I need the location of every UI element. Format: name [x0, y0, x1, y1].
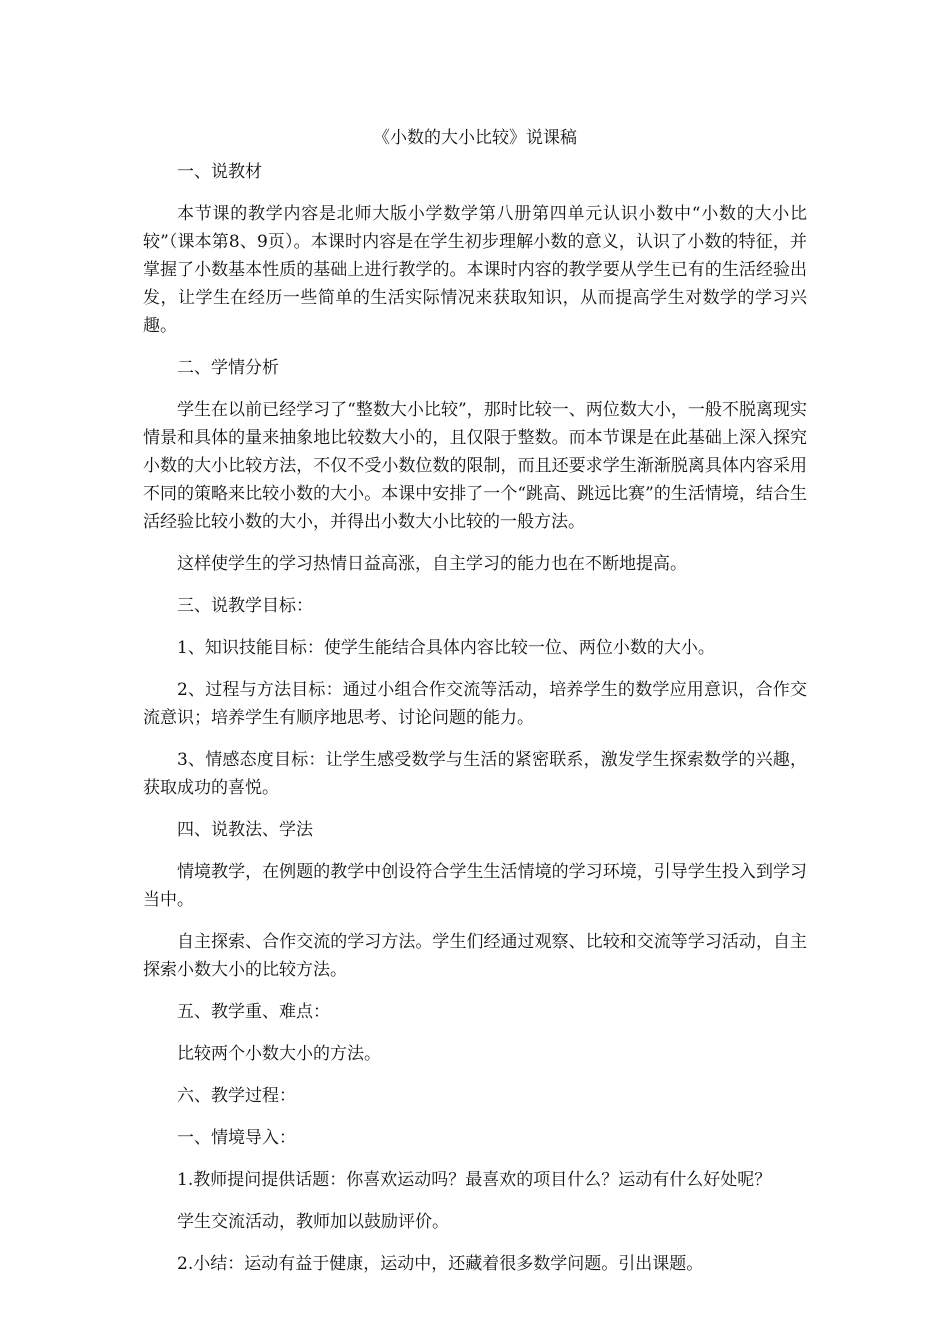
- paragraph-situational-teaching: 情境教学，在例题的教学中创设符合学生生活情境的学习环境，引导学生投入到学习当中。: [143, 862, 807, 910]
- section-heading-teaching-process: 六、教学过程：: [177, 1086, 296, 1106]
- step-teacher-question: 1.教师提问提供话题：你喜欢运动吗？最喜欢的项目什么？运动有什么好处呢？: [177, 1170, 772, 1190]
- section-heading-student-analysis: 二、学情分析: [177, 358, 279, 378]
- subheading-situation-intro: 一、情境导入：: [177, 1128, 296, 1148]
- goal-emotional-attitude: 3、情感态度目标：让学生感受数学与生活的紧密联系，激发学生探索数学的兴趣，获取成功的喜悦。: [143, 750, 807, 798]
- paragraph-independent-exploration: 自主探索、合作交流的学习方法。学生们经通过观察、比较和交流等学习活动，自主探索小数大小的比较方法。: [143, 932, 807, 980]
- step-summary: 2.小结：运动有益于健康，运动中，还藏着很多数学问题。引出课题。: [177, 1254, 704, 1274]
- section-heading-methods: 四、说教法、学法: [177, 820, 313, 840]
- paragraph-student-analysis: 学生在以前已经学习了“整数大小比较”，那时比较一、两位数大小，一般不脱离现实情景和具体的量来抽象地比较数大小的，且仅限于整数。而本节课是在此基础上深入探究小数的大小比较方法，不仅不受小数位数的限制，而且还要求学生渐渐脱离具体内容采用不同的策略来比较小数的大小。本课中安排了一个“跳高、跳远比赛”的生活情境，结合生活经验比较小数的大小，并得出小数大小比较的一般方法。: [143, 400, 807, 532]
- section-heading-teaching-goals: 三、说教学目标：: [177, 596, 313, 616]
- section-heading-teaching-material: 一、说教材: [177, 162, 262, 182]
- paragraph-learning-enthusiasm: 这样使学生的学习热情日益高涨，自主学习的能力也在不断地提高。: [177, 554, 687, 574]
- paragraph-key-points: 比较两个小数大小的方法。: [177, 1044, 381, 1064]
- goal-process-methods: 2、过程与方法目标：通过小组合作交流等活动，培养学生的数学应用意识，合作交流意识；培养学生有顺序地思考、讨论问题的能力。: [143, 680, 807, 728]
- document-body: [143, 158, 807, 1292]
- paragraph-teaching-material: 本节课的教学内容是北师大版小学数学第八册第四单元认识小数中“小数的大小比较”（课本第8、9页）。本课时内容是在学生初步理解小数的意义，认识了小数的特征，并掌握了小数基本性质的基础上进行教学的。本课时内容的教学要从学生已有的生活经验出发，让学生在经历一些简单的生活实际情况来获取知识，从而提高学生对数学的学习兴趣。: [143, 204, 807, 336]
- goal-knowledge-skills: 1、知识技能目标：使学生能结合具体内容比较一位、两位小数的大小。: [177, 638, 715, 658]
- paragraph-student-exchange: 学生交流活动，教师加以鼓励评价。: [177, 1212, 449, 1232]
- section-heading-key-points: 五、教学重、难点：: [177, 1002, 330, 1022]
- document-title: 《小数的大小比较》说课稿: [373, 128, 577, 148]
